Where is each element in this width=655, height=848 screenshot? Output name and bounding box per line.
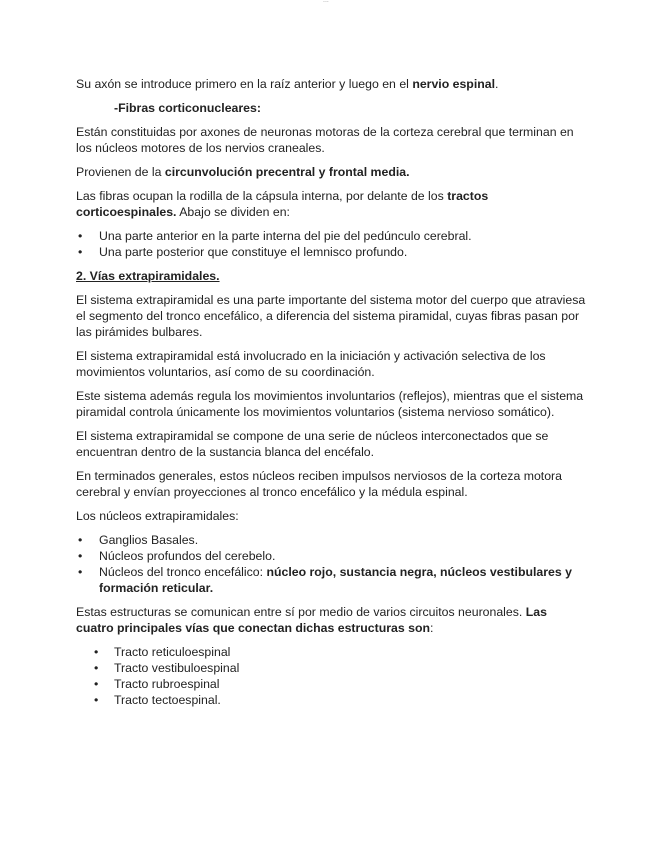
- paragraph-4: El sistema extrapiramidal se compone de una serie de núcleos interconectados que se encuentran dentro de la sustancia blanca del encéfalo.: [76, 429, 549, 459]
- list-item: • Tracto reticuloespinal: [76, 644, 586, 660]
- list-item: • Ganglios Basales.: [76, 532, 586, 548]
- list-item: • Una parte posterior que constituye el lemnisco profundo.: [76, 244, 586, 260]
- nuclei-names-term: núcleo rojo, sustancia negra, núcleos vestibulares y formación reticular.: [99, 565, 572, 595]
- cuatro-vias-term: Las cuatro principales vías que conectan dichas estructuras son: [76, 605, 547, 635]
- nervio-espinal-term: nervio espinal: [412, 77, 496, 91]
- list-item: • Tracto vestibuloespinal: [76, 660, 586, 676]
- page-header-mark: ...: [323, 0, 329, 4]
- provienen-paragraph: Provienen de la circunvolución precentral y frontal media.: [76, 165, 410, 179]
- section-heading: 2. Vías extrapiramidales.: [76, 269, 220, 283]
- nuclei-list: [76, 532, 586, 596]
- corticonucleares-subheading: -Fibras corticonucleares:: [114, 101, 261, 115]
- paragraph-1: El sistema extrapiramidal es una parte importante del sistema motor del cuerpo que atraviesa el segmento del tronco encefálico, a diferencia del sistema piramidal, cuyas fibras pasan por las pirámides bulbares.: [76, 293, 586, 339]
- paragraph-2: El sistema extrapiramidal está involucrado en la iniciación y activación selectiva de los movimientos voluntarios, así como de su coordinación.: [76, 349, 546, 379]
- constituidas-paragraph: Están constituidas por axones de neuronas motoras de la corteza cerebral que terminan en los núcleos motores de los nervios craneales.: [76, 125, 574, 155]
- list-item: • Tracto tectoespinal.: [76, 692, 586, 708]
- list-item: • Núcleos del tronco encefálico: núcleo rojo, sustancia negra, núcleos vestibulares y formación reticular.: [76, 564, 586, 596]
- paragraph-3: Este sistema además regula los movimientos involuntarios (reflejos), mientras que el sistema piramidal controla únicamente los movimientos voluntarios (sistema nervioso somático).: [76, 389, 584, 419]
- list-item: • Núcleos profundos del cerebelo.: [76, 548, 586, 564]
- intro-paragraph: Su axón se introduce primero en la raíz anterior y luego en el nervio espinal.: [76, 77, 499, 91]
- circunvolucion-term: circunvolución precentral y frontal media.: [164, 165, 410, 179]
- document-page: [76, 76, 586, 716]
- list-item: • Tracto rubroespinal: [76, 676, 586, 692]
- tracts-list: [76, 644, 586, 708]
- paragraph-5: En terminados generales, estos núcleos reciben impulsos nerviosos de la corteza motora cerebral y envían proyecciones al tronco encefálico y la médula espinal.: [76, 469, 562, 499]
- tractos-term: tractos corticoespinales.: [76, 189, 489, 219]
- fibras-paragraph: Las fibras ocupan la rodilla de la cápsula interna, por delante de los tractos corticoespinales. Abajo se dividen en:: [76, 189, 489, 219]
- divisions-list: [76, 228, 586, 260]
- estructuras-paragraph: Estas estructuras se comunican entre sí por medio de varios circuitos neuronales. Las cuatro principales vías que conectan dichas estructuras son:: [76, 605, 547, 635]
- paragraph-6: Los núcleos extrapiramidales:: [76, 509, 239, 523]
- list-item: • Una parte anterior en la parte interna del pie del pedúnculo cerebral.: [76, 228, 586, 244]
